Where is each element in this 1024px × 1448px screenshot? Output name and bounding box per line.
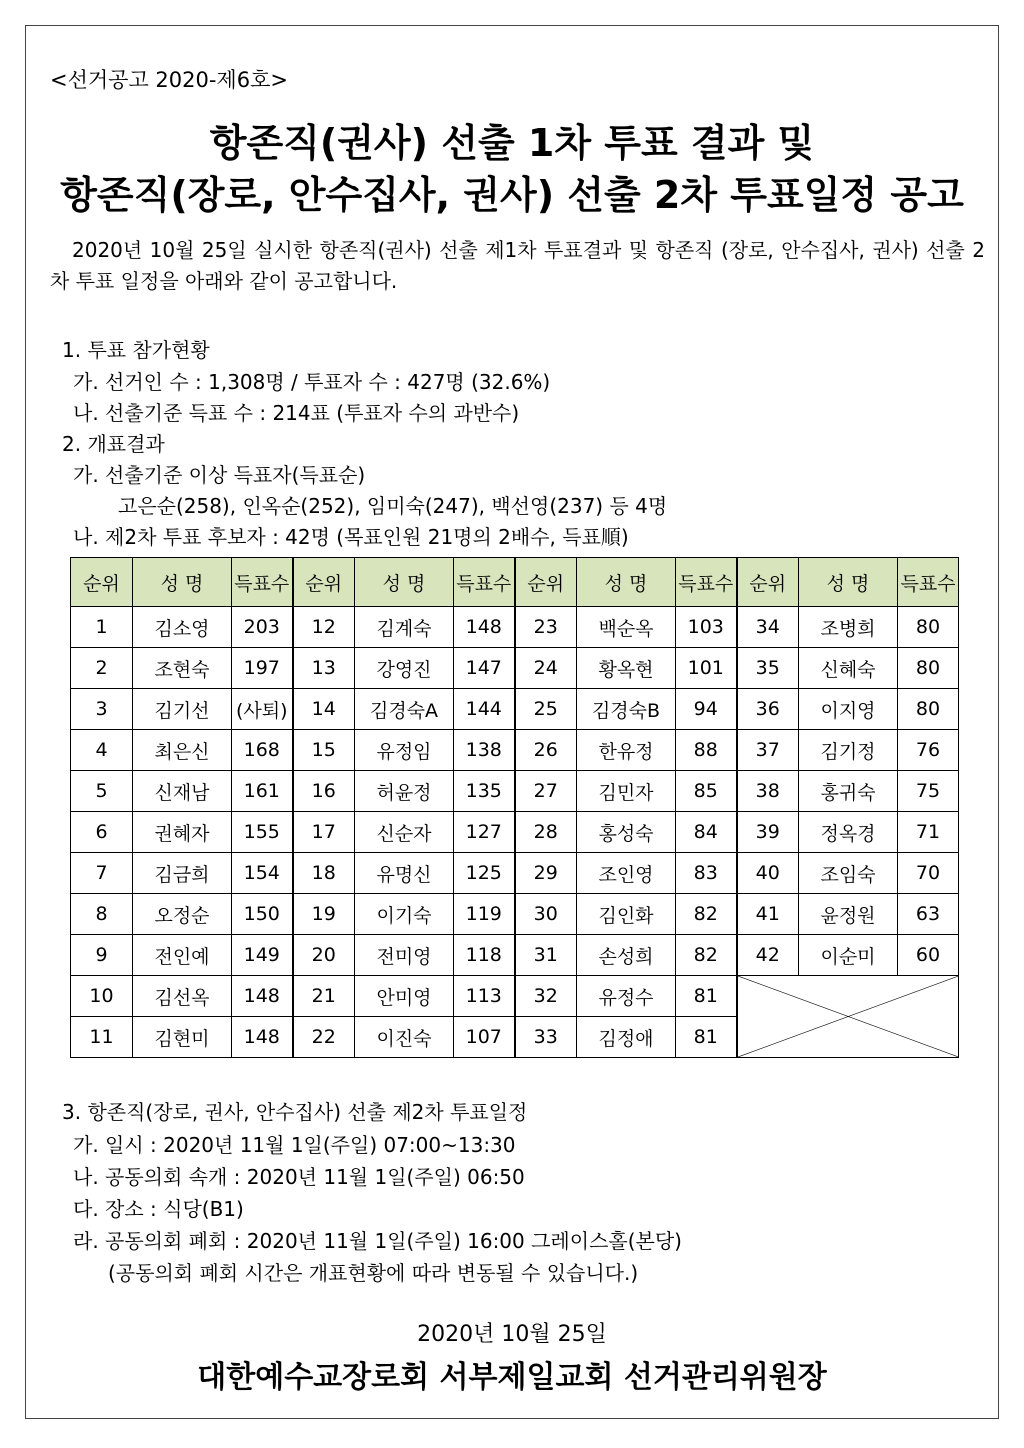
- votes-cell: 82: [676, 894, 737, 935]
- rank-cell: 6: [71, 812, 133, 853]
- votes-cell: 203: [232, 607, 293, 648]
- votes-cell: 119: [454, 894, 515, 935]
- name-cell: 조현숙: [133, 648, 232, 689]
- title-line-1: 항존직(권사) 선출 1차 투표 결과 및: [209, 121, 815, 165]
- table-row: [71, 976, 959, 1017]
- header-name: 성 명: [577, 558, 676, 607]
- header-name: 성 명: [355, 558, 454, 607]
- name-cell: 윤정원: [799, 894, 898, 935]
- rank-cell: 15: [293, 730, 355, 771]
- name-cell: 유명신: [355, 853, 454, 894]
- table-row: [71, 607, 959, 648]
- rank-cell: 36: [737, 689, 799, 730]
- table-row: [71, 812, 959, 853]
- name-cell: 홍귀숙: [799, 771, 898, 812]
- votes-cell: 80: [898, 689, 959, 730]
- votes-cell: 71: [898, 812, 959, 853]
- name-cell: 김경숙A: [355, 689, 454, 730]
- votes-cell: 161: [232, 771, 293, 812]
- rank-cell: 8: [71, 894, 133, 935]
- votes-cell: 118: [454, 935, 515, 976]
- votes-cell: 103: [676, 607, 737, 648]
- section3-heading: 3. 항존직(장로, 권사, 안수집사) 선출 제2차 투표일정: [62, 1100, 528, 1124]
- rank-cell: 25: [515, 689, 577, 730]
- votes-cell: 76: [898, 730, 959, 771]
- rank-cell: 18: [293, 853, 355, 894]
- name-cell: 김기선: [133, 689, 232, 730]
- cross-lines: [738, 976, 959, 1057]
- rank-cell: 7: [71, 853, 133, 894]
- rank-cell: 27: [515, 771, 577, 812]
- name-cell: 김선옥: [133, 976, 232, 1017]
- votes-cell: 83: [676, 853, 737, 894]
- votes-cell: 150: [232, 894, 293, 935]
- rank-cell: 11: [71, 1017, 133, 1058]
- rank-cell: 5: [71, 771, 133, 812]
- name-cell: 강영진: [355, 648, 454, 689]
- name-cell: 신순자: [355, 812, 454, 853]
- header-rank: 순위: [515, 558, 577, 607]
- header-name: 성 명: [799, 558, 898, 607]
- section2-item-a: 가. 선출기준 이상 득표자(득표순): [73, 463, 366, 487]
- section2-heading: 2. 개표결과: [62, 432, 165, 456]
- intro-paragraph: 2020년 10월 25일 실시한 항존직(권사) 선출 제1차 투표결과 및 항존직 (장로, 안수집사, 권사) 선출 2차 투표 일정을 아래와 같이 공고합니다.: [50, 238, 985, 293]
- votes-cell: 113: [454, 976, 515, 1017]
- votes-cell: 138: [454, 730, 515, 771]
- name-cell: 이지영: [799, 689, 898, 730]
- votes-cell: 80: [898, 648, 959, 689]
- section3-item-a: 가. 일시 : 2020년 11월 1일(주일) 07:00~13:30: [73, 1133, 516, 1157]
- section3-item-c: 다. 장소 : 식당(B1): [73, 1197, 244, 1221]
- rank-cell: 21: [293, 976, 355, 1017]
- name-cell: 한유정: [577, 730, 676, 771]
- table-header-row: [71, 558, 959, 607]
- name-cell: 김계숙: [355, 607, 454, 648]
- name-cell: 김경숙B: [577, 689, 676, 730]
- rank-cell: 24: [515, 648, 577, 689]
- name-cell: 조병희: [799, 607, 898, 648]
- rank-cell: 37: [737, 730, 799, 771]
- rank-cell: 23: [515, 607, 577, 648]
- rank-cell: 35: [737, 648, 799, 689]
- votes-cell: 70: [898, 853, 959, 894]
- signature-line: 대한예수교장로회 서부제일교회 선거관리위원장: [197, 1360, 827, 1395]
- name-cell: 손성희: [577, 935, 676, 976]
- votes-cell: 81: [676, 1017, 737, 1058]
- rank-cell: 12: [293, 607, 355, 648]
- rank-cell: 14: [293, 689, 355, 730]
- name-cell: 안미영: [355, 976, 454, 1017]
- name-cell: 조인영: [577, 853, 676, 894]
- rank-cell: 3: [71, 689, 133, 730]
- rank-cell: 28: [515, 812, 577, 853]
- rank-cell: 16: [293, 771, 355, 812]
- votes-cell: (사퇴): [232, 689, 293, 730]
- votes-cell: 148: [454, 607, 515, 648]
- votes-cell: 147: [454, 648, 515, 689]
- name-cell: 이순미: [799, 935, 898, 976]
- votes-cell: 84: [676, 812, 737, 853]
- name-cell: 유정임: [355, 730, 454, 771]
- votes-cell: 88: [676, 730, 737, 771]
- votes-cell: 149: [232, 935, 293, 976]
- votes-cell: 197: [232, 648, 293, 689]
- name-cell: 황옥현: [577, 648, 676, 689]
- votes-cell: 75: [898, 771, 959, 812]
- rank-cell: 1: [71, 607, 133, 648]
- rank-cell: 41: [737, 894, 799, 935]
- header-rank: 순위: [293, 558, 355, 607]
- rank-cell: 4: [71, 730, 133, 771]
- header-votes: 득표수: [676, 558, 737, 607]
- name-cell: 허윤정: [355, 771, 454, 812]
- rank-cell: 22: [293, 1017, 355, 1058]
- rank-cell: 33: [515, 1017, 577, 1058]
- section2-item-b: 나. 제2차 투표 후보자 : 42명 (목표인원 21명의 2배수, 득표順): [73, 525, 629, 549]
- name-cell: 신재남: [133, 771, 232, 812]
- name-cell: 김소영: [133, 607, 232, 648]
- rank-cell: 34: [737, 607, 799, 648]
- name-cell: 김인화: [577, 894, 676, 935]
- rank-cell: 20: [293, 935, 355, 976]
- table-row: [71, 894, 959, 935]
- name-cell: 권혜자: [133, 812, 232, 853]
- votes-cell: 154: [232, 853, 293, 894]
- votes-cell: 101: [676, 648, 737, 689]
- header-rank: 순위: [71, 558, 133, 607]
- name-cell: 전미영: [355, 935, 454, 976]
- header-votes: 득표수: [454, 558, 515, 607]
- section3-item-b: 나. 공동의회 속개 : 2020년 11월 1일(주일) 06:50: [73, 1165, 525, 1189]
- name-cell: 김민자: [577, 771, 676, 812]
- votes-cell: 60: [898, 935, 959, 976]
- name-cell: 유정수: [577, 976, 676, 1017]
- table-row: [71, 689, 959, 730]
- votes-cell: 107: [454, 1017, 515, 1058]
- name-cell: 김금희: [133, 853, 232, 894]
- votes-cell: 63: [898, 894, 959, 935]
- votes-cell: 148: [232, 1017, 293, 1058]
- name-cell: 이기숙: [355, 894, 454, 935]
- rank-cell: 10: [71, 976, 133, 1017]
- header-votes: 득표수: [232, 558, 293, 607]
- name-cell: 전인예: [133, 935, 232, 976]
- rank-cell: 2: [71, 648, 133, 689]
- name-cell: 백순옥: [577, 607, 676, 648]
- table-row: [71, 771, 959, 812]
- name-cell: 정옥경: [799, 812, 898, 853]
- name-cell: 조임숙: [799, 853, 898, 894]
- rank-cell: 17: [293, 812, 355, 853]
- notice-number: <선거공고 2020-제6호>: [50, 68, 288, 92]
- rank-cell: 42: [737, 935, 799, 976]
- rank-cell: 13: [293, 648, 355, 689]
- rank-cell: 30: [515, 894, 577, 935]
- votes-cell: 85: [676, 771, 737, 812]
- section1-heading: 1. 투표 참가현황: [62, 338, 210, 362]
- table-row: [71, 853, 959, 894]
- table-row: [71, 648, 959, 689]
- section1-item-a: 가. 선거인 수 : 1,308명 / 투표자 수 : 427명 (32.6%): [73, 370, 551, 394]
- votes-cell: 125: [454, 853, 515, 894]
- rank-cell: 31: [515, 935, 577, 976]
- name-cell: 최은신: [133, 730, 232, 771]
- header-name: 성 명: [133, 558, 232, 607]
- votes-cell: 144: [454, 689, 515, 730]
- votes-cell: 148: [232, 976, 293, 1017]
- rank-cell: 32: [515, 976, 577, 1017]
- section3-note: (공동의회 폐회 시간은 개표현황에 따라 변동될 수 있습니다.): [108, 1261, 639, 1285]
- table-row: [71, 935, 959, 976]
- empty-crossed-cell: [737, 976, 959, 1058]
- section2-item-a-detail: 고은순(258), 인옥순(252), 임미숙(247), 백선영(237) 등 4명: [118, 494, 668, 518]
- rank-cell: 38: [737, 771, 799, 812]
- votes-cell: 82: [676, 935, 737, 976]
- rank-cell: 39: [737, 812, 799, 853]
- name-cell: 오정순: [133, 894, 232, 935]
- votes-cell: 168: [232, 730, 293, 771]
- table-row: [71, 730, 959, 771]
- rank-cell: 19: [293, 894, 355, 935]
- name-cell: 이진숙: [355, 1017, 454, 1058]
- name-cell: 김기정: [799, 730, 898, 771]
- name-cell: 홍성숙: [577, 812, 676, 853]
- announcement-date: 2020년 10월 25일: [417, 1322, 607, 1347]
- rank-cell: 29: [515, 853, 577, 894]
- name-cell: 김현미: [133, 1017, 232, 1058]
- votes-cell: 135: [454, 771, 515, 812]
- rank-cell: 40: [737, 853, 799, 894]
- header-votes: 득표수: [898, 558, 959, 607]
- votes-cell: 81: [676, 976, 737, 1017]
- votes-cell: 127: [454, 812, 515, 853]
- votes-cell: 94: [676, 689, 737, 730]
- name-cell: 김정애: [577, 1017, 676, 1058]
- rank-cell: 26: [515, 730, 577, 771]
- name-cell: 신혜숙: [799, 648, 898, 689]
- votes-cell: 80: [898, 607, 959, 648]
- title-line-2: 항존직(장로, 안수집사, 권사) 선출 2차 투표일정 공고: [60, 173, 964, 217]
- rank-cell: 9: [71, 935, 133, 976]
- candidate-table: [70, 557, 959, 1058]
- header-rank: 순위: [737, 558, 799, 607]
- votes-cell: 155: [232, 812, 293, 853]
- section3-item-d: 라. 공동의회 폐회 : 2020년 11월 1일(주일) 16:00 그레이스홀(본당): [73, 1229, 682, 1253]
- section1-item-b: 나. 선출기준 득표 수 : 214표 (투표자 수의 과반수): [73, 401, 520, 425]
